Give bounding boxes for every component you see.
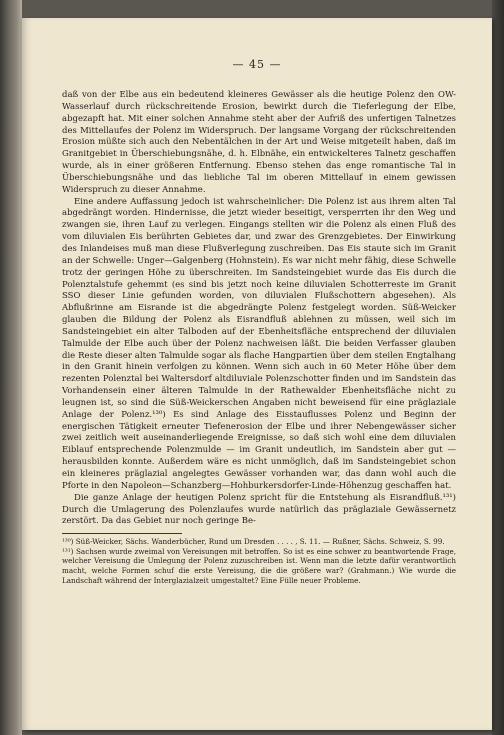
book-binding-edge bbox=[0, 0, 22, 735]
footnote: ¹³⁰) Süß-Weicker, Sächs. Wanderbücher, Rund um Dresden . . . . , S. 11. — Rußner, Sächs. Schweiz, S. 99. bbox=[62, 537, 445, 547]
footnote: ¹³¹) Sachsen wurde zweimal von Vereisungen mit betroffen. So ist es eine schwer zu beantwortende Frage, welcher Vereisung die Umlegung der Polenz zuzuschreiben ist. Wenn man die letzte dafür verantwortlich macht, welche Formen schuf die erste Vereisung, die die größere war? (Grahmann.) Wie wurde die Landschaft während der Interglazialzeit umgestaltet? Eine Fülle neuer Probleme. bbox=[62, 546, 456, 585]
paragraph: daß von der Elbe aus ein bedeutend kleineres Gewässer als die heutige Polenz den OW-Wasserlauf durch rückschreitende Erosion, bewirkt durch die Tieferlegung der Elbe, abgezapft hat. Mit einer solchen Annahme steht aber der Aufriß des unfertigen Talnetzes des Mittellaufes der Polenz im Widerspruch. Der langsame Vorgang der rückschreitenden Erosion müßte sich auch den Nebentälchen in der Art und Weise mitgeteilt haben, daß im Granitgebiet in Überschiebungsnähe, d. h. Elbnähe, ein entwickelteres Talnetz geschaffen wurde, als in einer größeren Entfernung. Ebenso stehen das enge romantische Tal in Überschiebungsnähe und das liebliche Tal im oberen Mittellauf in einem gewissen Widerspruch zu dieser Annahme. bbox=[62, 90, 456, 195]
page-number: — 45 — bbox=[232, 58, 282, 71]
footnote-divider bbox=[62, 533, 182, 534]
page-body bbox=[62, 90, 456, 585]
paragraph: Eine andere Auffassung jedoch ist wahrscheinlicher: Die Polenz ist aus ihrem alten Tal abgedrängt worden. Hindernisse, die jetzt wieder beseitigt, versperrten ihr den Weg und zwangen sie, ihren Lauf zu verlegen. Eingangs stellten wir die Polenz als einen Fluß des vom diluvialen Eis berührten Gebietes dar, und zwar des Grenzgebietes. Der Einwirkung des Inlandeises muß man diese Flußverlegung zuschreiben. Das Eis staute sich im Granit an der Schwelle: Unger—Galgenberg (Hohnstein). Es war nicht mehr fähig, diese Schwelle trotz der geringen Höhe zu überschreiten. Im Sandsteingebiet wurde das Eis durch die Polenztalstufe gehemmt (es sind bis jetzt noch keine diluvialen Schotterreste im Granit SSO dieser Linie gefunden worden, von diluvialen Flußschottern abgesehen). Als Abflußrinne am Eisrande ist die abgedrängte Polenz festgelegt worden. Süß-Weicker glauben die Bildung der Polenz als Eisrandfluß ablehnen zu müssen, weil sich im Sandsteingebiet ein alter Talboden auf der Ebenheitsfläche entsprechend der diluvialen Talmulde der Elbe auch über der Polenz nachweisen läßt. Die beiden Verfasser glauben die Reste dieser alten Talmulde sogar als flache Hangpartien über dem steilen Engtalhang in den Granit hinein verfolgen zu können. Wenn sich auch in 60 Meter Höhe über dem rezenten Polenztal bei Waltersdorf altdiluviale Polenzschotter finden und im Sandstein das Vorhandensein einer älteren Talmulde in der Rathewalder Ebenheitsfläche nicht zu leugnen ist, so sind die Süß-Weickerschen Angaben nicht beweisend für eine präglaziale Anlage der Polenz.¹³⁰) Es sind Anlage des Eisstauflusses Polenz und Beginn der energischen Tätigkeit erneuter Tiefenerosion der Elbe und ihrer Nebengewässer sicher zwei zeitlich weit auseinanderliegende Ereignisse, so daß sich wohl eine dem diluvialen Eiblauf entsprechende Polenzmulde — im Granit undeutlich, im Sandstein aber gut — herausbilden konnte. Außerdem wäre es nicht unmöglich, daß im Sandsteingebiet schon ein kleineres präglazial angelegtes Gewässer vorhanden war, das dann wohl auch die Pforte in den Napoleon—Schanzberg—Hohburkersdorfer-Linde-Höhenzug geschaffen hat. bbox=[62, 196, 456, 491]
paragraph: Die ganze Anlage der heutigen Polenz spricht für die Entstehung als Eisrandfluß.¹³¹) Durch die Umlagerung des Polenzlaufes wurde natürlich das präglaziale Gewässernetz zerstört. Da das Gebiet nur noch geringe Be- bbox=[62, 492, 456, 527]
book-page bbox=[22, 18, 492, 730]
footnotes bbox=[62, 537, 456, 585]
scan-border bbox=[492, 0, 504, 735]
